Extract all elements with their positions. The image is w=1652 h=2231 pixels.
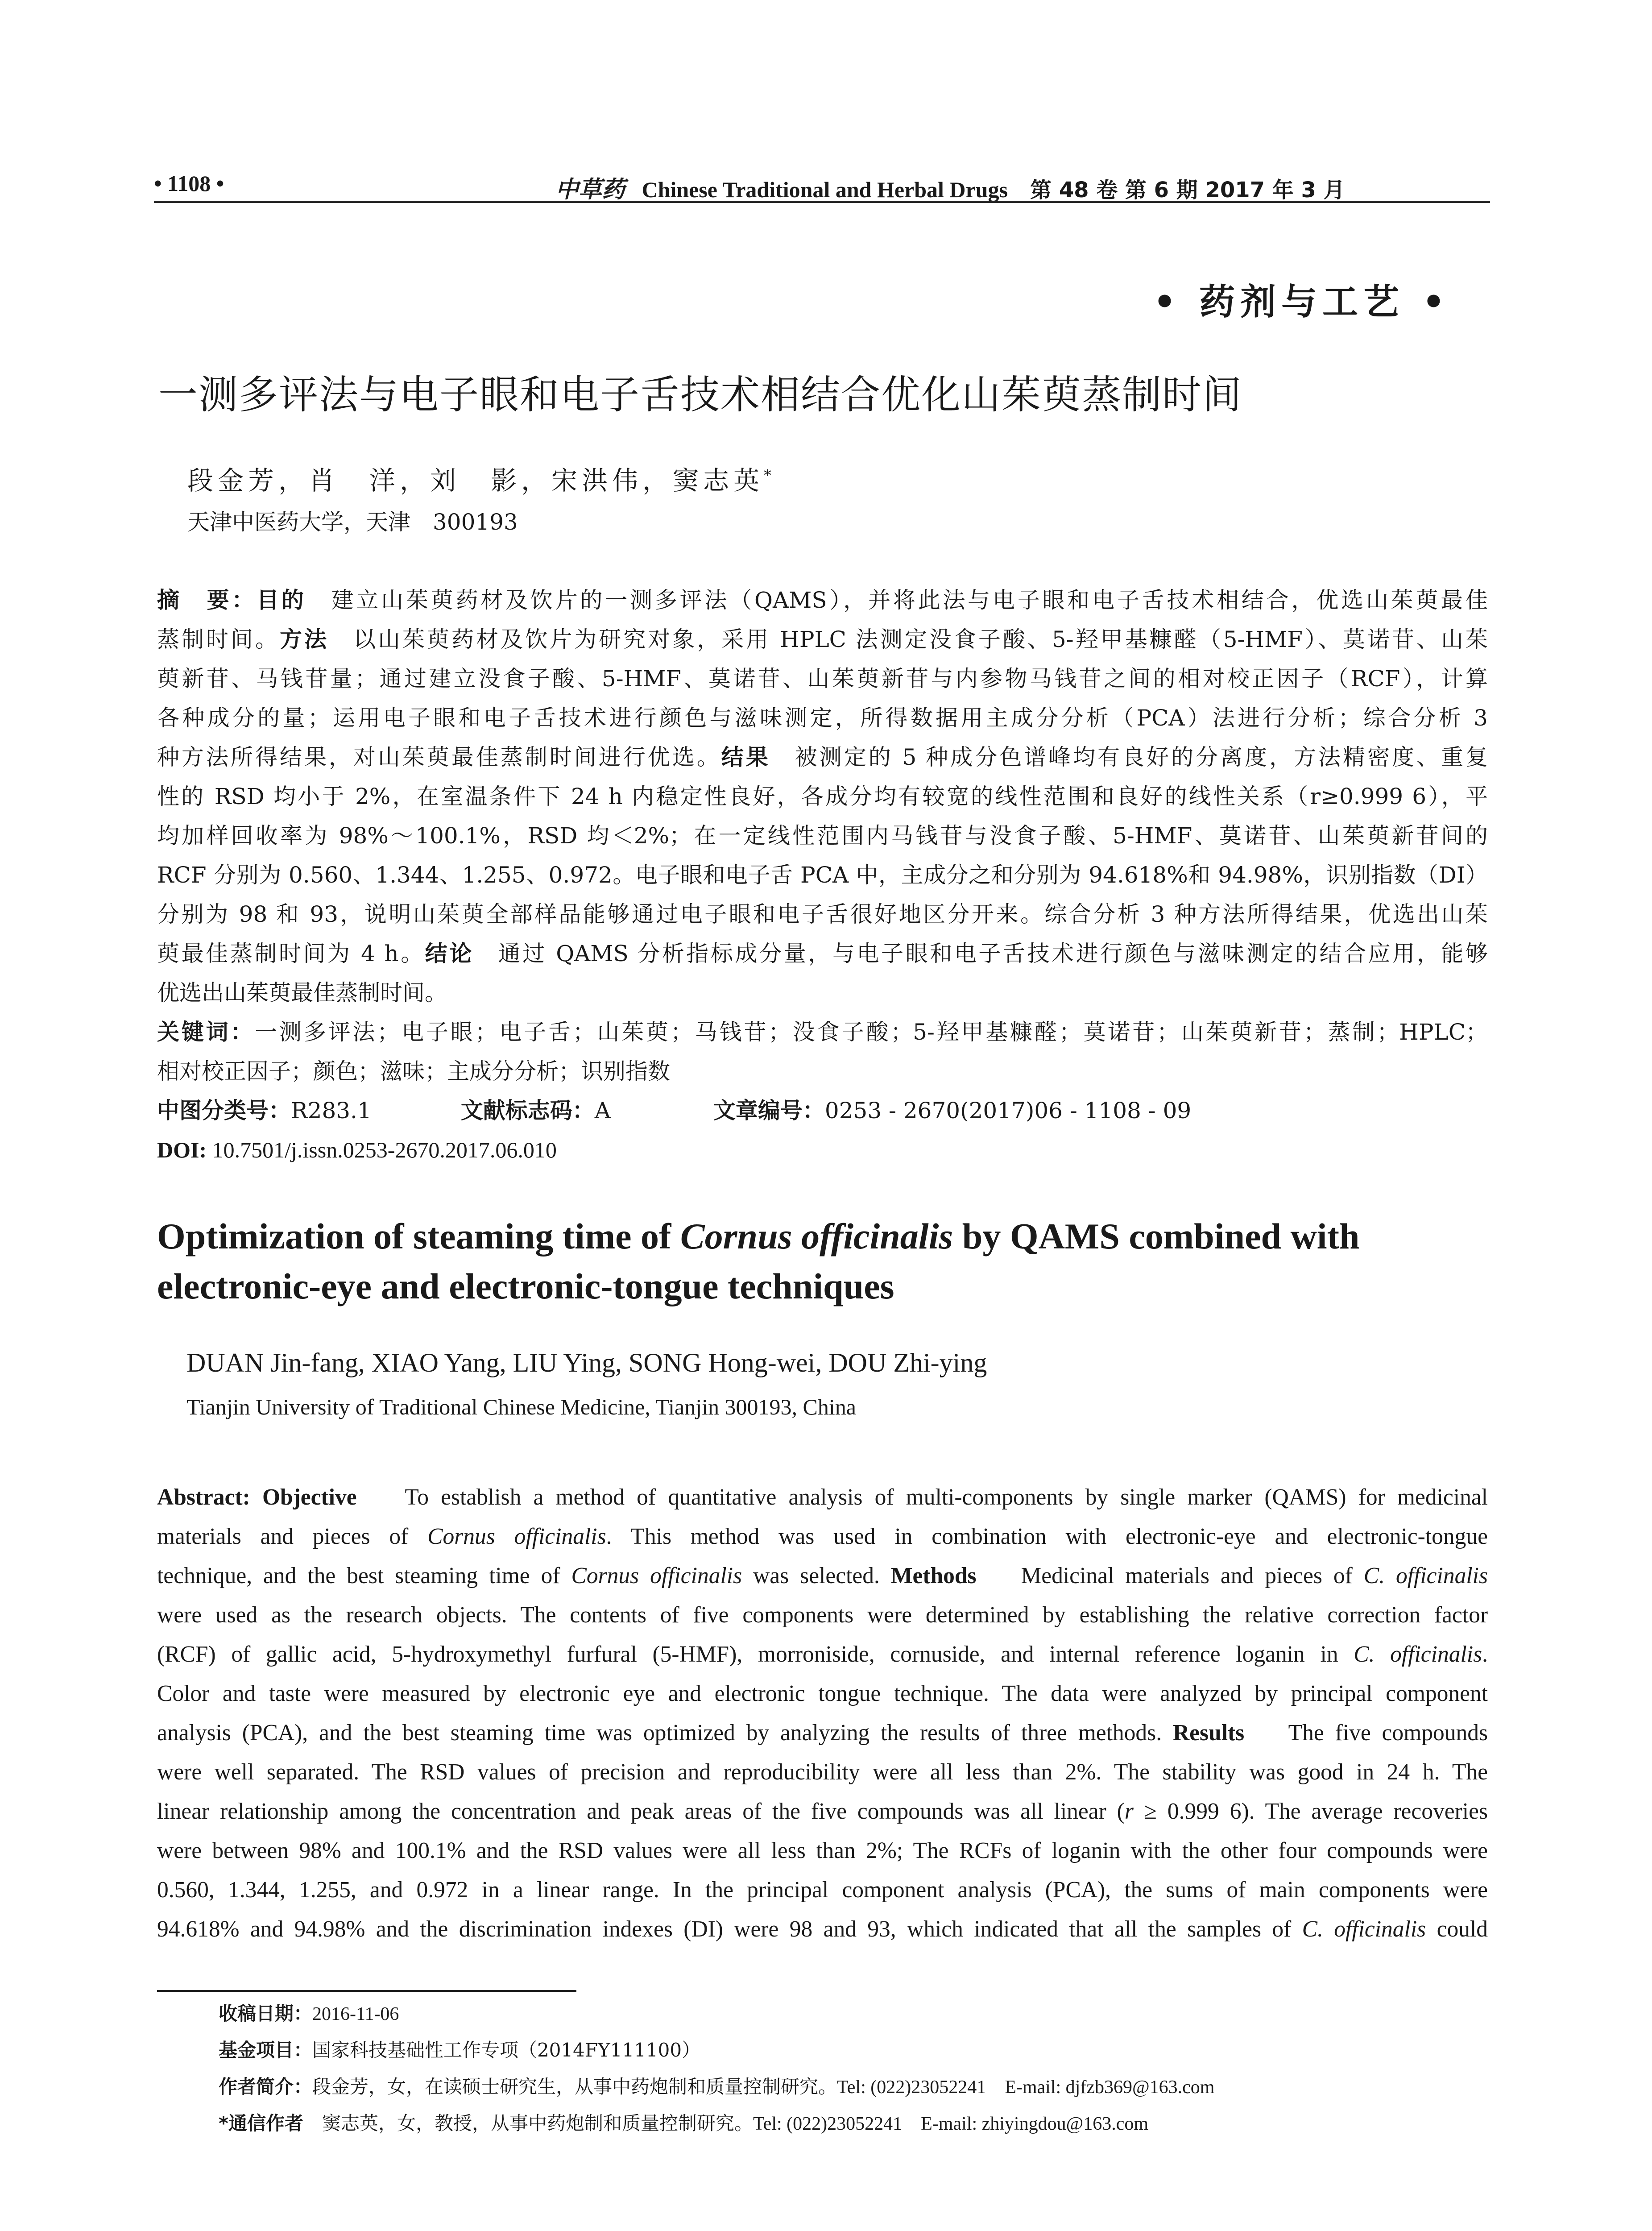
title-en-text: by QAMS combined with	[953, 1216, 1360, 1256]
abstract-en-line: were used as the research objects. The contents of five components were determined by establishing the relative correction factor	[157, 1602, 1488, 1628]
author-bio-label: 作者简介：	[219, 2076, 313, 2098]
fund-label: 基金项目：	[219, 2039, 313, 2061]
abstract-en-line	[157, 1517, 1488, 1556]
abstract-en-line	[157, 1713, 1488, 1753]
fund-value: 国家科技基础性工作专项（2014FY111100）	[312, 2039, 701, 2061]
keywords-zh	[157, 1013, 1488, 1051]
article-title-zh: 一测多评法与电子眼和电子舌技术相结合优化山茱萸蒸制时间	[158, 372, 1243, 418]
objective-label-zh: 目的	[257, 587, 306, 613]
abstract-en-species: Cornus officinalis	[571, 1563, 742, 1588]
abstract-en-line	[157, 1635, 1488, 1674]
article-number-label: 文章编号：	[713, 1098, 825, 1124]
keywords-zh-line: 相对校正因子；颜色；滋味；主成分分析；识别指数	[157, 1058, 670, 1084]
abstract-en-text: The five compounds	[1244, 1720, 1488, 1746]
keywords-label-zh: 关键词：	[157, 1019, 255, 1045]
journal-name-zh: 中草药	[555, 176, 625, 203]
abstract-en-species: C. officinalis	[1363, 1563, 1488, 1588]
abstract-en-species: C. officinalis	[1354, 1642, 1482, 1667]
doi-link[interactable]: 10.7501/j.issn.0253-2670.2017.06.010	[207, 1137, 557, 1162]
abstract-zh-text: 蒸制时间。	[157, 626, 280, 652]
abstract-label-en: Abstract: Objective	[157, 1485, 357, 1510]
title-en-line-2: electronic-eye and electronic-tongue techniques	[157, 1266, 894, 1306]
article-number-value: 0253 - 2670(2017)06 - 1108 - 09	[824, 1098, 1192, 1124]
abstract-zh-line: 各种成分的量；运用电子眼和电子舌技术进行颜色与滋味测定，所得数据用主成分分析（PCA）法进行分析；综合分析 3	[157, 705, 1488, 731]
affiliation-en: Tianjin University of Traditional Chinese Medicine, Tianjin 300193, China	[186, 1394, 856, 1419]
abstract-en-text: technique, and the best steaming time of	[157, 1563, 571, 1588]
footnote-received	[219, 1999, 399, 2026]
abstract-zh-line	[157, 934, 1488, 973]
classification-line	[157, 1091, 1488, 1130]
doi-label: DOI:	[157, 1137, 207, 1162]
abstract-en-line	[157, 1556, 1488, 1596]
abstract-zh-line: 萸新苷、马钱苷量；通过建立没食子酸、5-HMF、莫诺苷、山茱萸新苷与内参物马钱苷之间的相对校正因子（RCF），计算	[157, 666, 1488, 692]
abstract-en-line: were between 98% and 100.1% and the RSD values were all less than 2%; The RCFs of loganin with the other four compounds were	[157, 1838, 1488, 1863]
journal-name-en: Chinese Traditional and Herbal Drugs	[642, 177, 1008, 202]
abstract-en-line: were well separated. The RSD values of precision and reproducibility were all less than 2%. The stability was good in 24 h. The	[157, 1759, 1488, 1785]
abstract-en-text: was selected.	[742, 1563, 891, 1588]
title-en-text: Optimization of steaming time of	[157, 1216, 680, 1256]
article-title-en	[157, 1211, 1495, 1311]
abstract-label-zh: 摘 要：	[157, 587, 257, 613]
affiliation-zh: 天津中医药大学，天津 300193	[187, 509, 518, 535]
abstract-en-line: Color and taste were measured by electronic eye and electronic tongue technique. The data were analyzed by principal component	[157, 1681, 1488, 1706]
results-label-zh: 结果	[721, 744, 770, 770]
abstract-zh-text: 以山茱萸药材及饮片为研究对象，采用 HPLC 法测定没食子酸、5-羟甲基糠醛（5-HMF）、莫诺苷、山茱	[329, 626, 1488, 652]
abstract-en-text: .	[1482, 1642, 1488, 1667]
abstract-en-text: 94.618% and 94.98% and the discrimination indexes (DI) were 98 and 93, which indicated that all the samples of	[157, 1916, 1302, 1942]
clc-label: 中图分类号：	[157, 1098, 291, 1124]
corresponding-label: *通信作者	[219, 2112, 303, 2134]
footnote-fund	[219, 2036, 700, 2062]
conclusion-label-zh: 结论	[425, 941, 474, 966]
doc-code-label: 文献标志码：	[460, 1098, 595, 1124]
section-title: • 药剂与工艺 •	[1153, 281, 1450, 323]
methods-label-zh: 方法	[280, 626, 329, 652]
abstract-en-text: materials and pieces of	[157, 1524, 428, 1549]
methods-label-en: Methods	[890, 1563, 977, 1588]
doi-line	[157, 1131, 1488, 1169]
abstract-en-species: Cornus officinalis	[427, 1524, 606, 1549]
authors-en: DUAN Jin-fang, XIAO Yang, LIU Ying, SONG Hong-wei, DOU Zhi-ying	[186, 1348, 987, 1377]
abstract-en-text: (RCF) of gallic acid, 5-hydroxymethyl furfural (5-HMF), morroniside, cornuside, and internal reference loganin in	[157, 1642, 1354, 1667]
journal-line	[555, 170, 1345, 204]
abstract-en-text: Medicinal materials and pieces of	[976, 1563, 1364, 1588]
results-label-en: Results	[1172, 1720, 1245, 1746]
abstract-en-line	[157, 1792, 1488, 1831]
abstract-zh-line	[157, 738, 1488, 776]
abstract-zh-line: 性的 RSD 均小于 2%，在室温条件下 24 h 内稳定性良好，各成分均有较宽的线性范围和良好的线性关系（r≥0.999 6），平	[157, 784, 1488, 809]
abstract-en-text: ≥ 0.999 6). The average recoveries	[1133, 1799, 1488, 1824]
abstract-zh-line	[157, 581, 1488, 619]
clc-value: R283.1	[291, 1098, 372, 1124]
running-header	[154, 166, 1490, 202]
authors-zh	[187, 460, 771, 497]
doc-code-value: A	[594, 1098, 611, 1124]
abstract-en-line	[157, 1910, 1488, 1949]
abstract-en-text: linear relationship among the concentration and peak areas of the five compounds was all linear (	[157, 1799, 1125, 1824]
author-contact: Tel: (022)23052241 E-mail: djfzb369@163.com	[837, 2077, 1215, 2098]
title-en-species: Cornus officinalis	[680, 1216, 953, 1256]
corresponding-mark: *	[764, 466, 772, 485]
abstract-en-text: could	[1426, 1916, 1488, 1942]
footnote-corresponding	[219, 2109, 1148, 2136]
abstract-zh-text: 萸最佳蒸制时间为 4 h。	[157, 941, 425, 966]
corresponding-bio: 窦志英，女，教授，从事中药炮制和质量控制研究。	[303, 2112, 753, 2134]
abstract-zh-text: 建立山茱萸药材及饮片的一测多评法（QAMS），并将此法与电子眼和电子舌技术相结合，优选山茱萸最佳	[306, 587, 1488, 613]
abstract-zh-text: 种方法所得结果，对山茱萸最佳蒸制时间进行优选。	[157, 744, 721, 770]
keywords-zh-text: 一测多评法；电子眼；电子舌；山茱萸；马钱苷；没食子酸；5-羟甲基糠醛；莫诺苷；山茱萸新苷；蒸制；HPLC；	[255, 1019, 1488, 1045]
header-rule	[154, 201, 1490, 203]
received-label: 收稿日期：	[219, 2003, 313, 2024]
corresponding-contact: Tel: (022)23052241 E-mail: zhiyingdou@163.com	[753, 2114, 1149, 2134]
page-number: • 1108 •	[154, 171, 224, 196]
abstract-zh-text: 被测定的 5 种成分色谱峰均有良好的分离度，方法精密度、重复	[770, 744, 1488, 770]
abstract-en-line	[157, 1478, 1488, 1517]
abstract-zh-line	[157, 620, 1488, 659]
abstract-zh-line: 优选出山茱萸最佳蒸制时间。	[157, 980, 447, 1006]
abstract-en-text: To establish a method of quantitative analysis of multi-components by single marker (QAMS) for medicinal	[356, 1485, 1488, 1510]
abstract-en-line: 0.560, 1.344, 1.255, and 0.972 in a linear range. In the principal component analysis (PCA), the sums of main components were	[157, 1877, 1488, 1903]
abstract-en-text: analysis (PCA), and the best steaming time was optimized by analyzing the results of three methods.	[157, 1720, 1173, 1746]
received-date: 2016-11-06	[312, 2004, 399, 2024]
author-bio: 段金芳，女，在读硕士研究生，从事中药炮制和质量控制研究。	[312, 2076, 837, 2098]
abstract-zh-line: 均加样回收率为 98%～100.1%，RSD 均＜2%；在一定线性范围内马钱苷与没食子酸、5-HMF、莫诺苷、山茱萸新苷间的	[157, 823, 1488, 849]
abstract-zh-text: 通过 QAMS 分析指标成分量，与电子眼和电子舌技术进行颜色与滋味测定的结合应用，能够	[473, 941, 1488, 966]
journal-issue: 第 48 卷 第 6 期 2017 年 3 月	[1030, 178, 1345, 203]
footnote-author	[219, 2072, 1214, 2099]
title-en-line-1	[157, 1211, 1495, 1261]
authors-zh-names: 段金芳，肖 洋，刘 影，宋洪伟，窦志英	[187, 465, 764, 496]
abstract-zh-line: 分别为 98 和 93，说明山茱萸全部样品能够通过电子眼和电子舌很好地区分开来。综合分析 3 种方法所得结果，优选出山茱	[157, 901, 1488, 927]
abstract-en-symbol: r	[1124, 1799, 1134, 1824]
abstract-en-text: . This method was used in combination with electronic-eye and electronic-tongue	[606, 1524, 1488, 1549]
abstract-en-species: C. officinalis	[1302, 1916, 1426, 1942]
footnote-rule	[157, 1990, 576, 1992]
abstract-zh-line: RCF 分别为 0.560、1.344、1.255、0.972。电子眼和电子舌 PCA 中，主成分之和分别为 94.618%和 94.98%，识别指数（DI）	[157, 862, 1488, 888]
